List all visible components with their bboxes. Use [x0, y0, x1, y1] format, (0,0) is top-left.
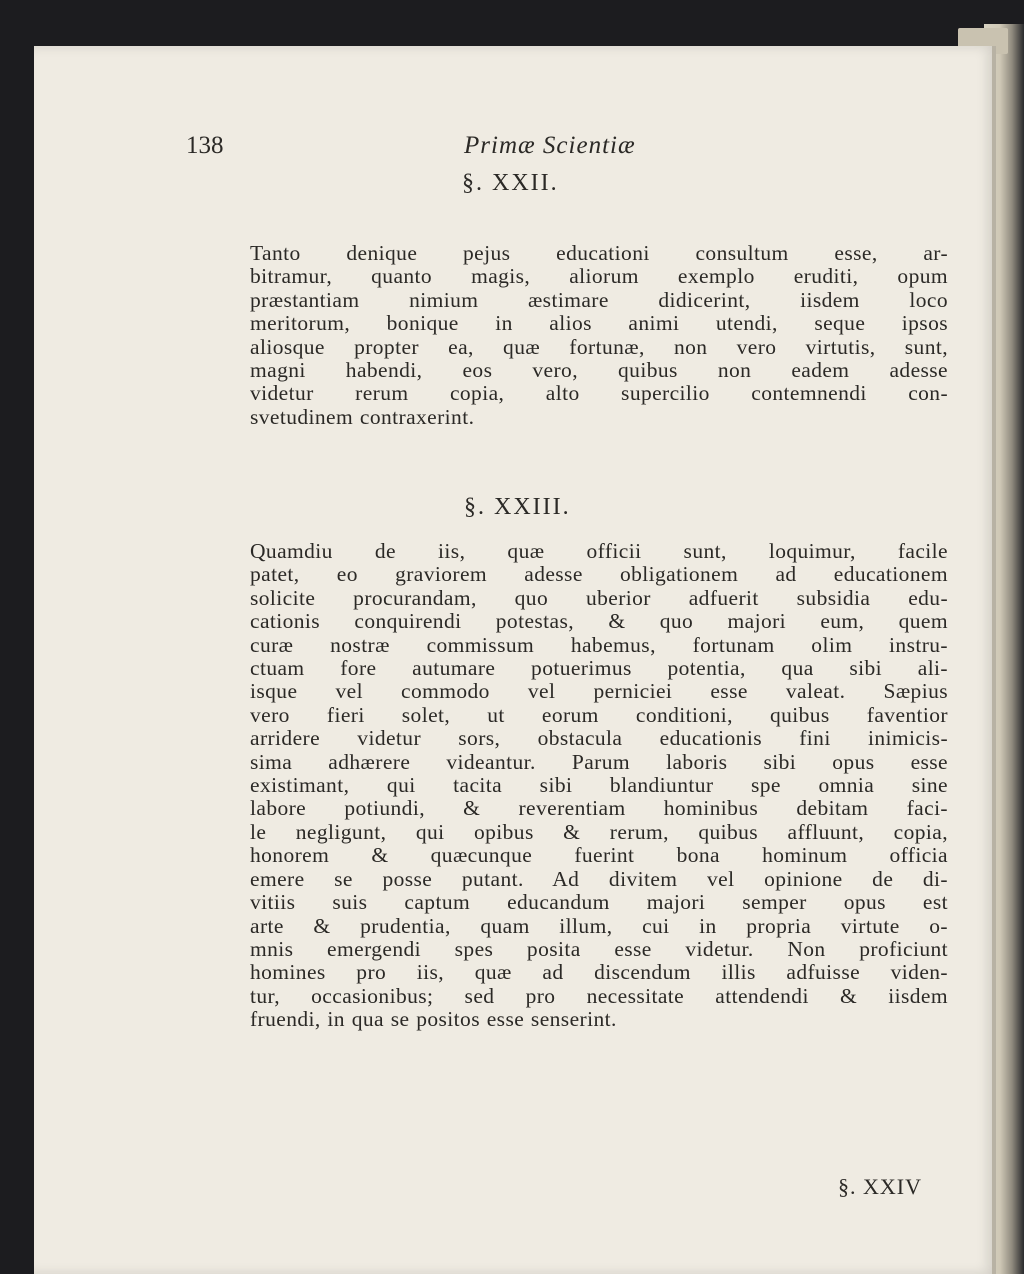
text-line: Tanto denique pejus educationi consultum esse, ar- [250, 241, 948, 265]
text-line: emere se posse putant. Ad divitem vel opinione de di- [250, 866, 948, 891]
text-line: vitiis suis captum educandum majori semper opus est [250, 890, 948, 915]
page-gutter [992, 46, 996, 1274]
section-heading-xxiii: §. XXIII. [464, 494, 571, 520]
text-line: homines pro iis, quæ ad discendum illis adfuisse viden- [250, 960, 948, 985]
text-line: solicite procurandam, quo uberior adfuerit subsidia edu- [250, 585, 948, 610]
text-line: tur, occasionibus; sed pro necessitate attendendi & iisdem [250, 983, 948, 1008]
paragraph-xxiii [250, 540, 948, 1032]
text-line: aliosque propter ea, quæ fortunæ, non vero virtutis, sunt, [250, 334, 948, 359]
text-line: præstantiam nimium æstimare didicerint, iisdem loco [250, 287, 948, 312]
text-line: mnis emergendi spes posita esse videtur. Non proficiunt [250, 936, 948, 961]
text-line: labore potiundi, & reverentiam hominibus debitam faci- [250, 796, 948, 821]
text-line: arridere videtur sors, obstacula educationis fini inimicis- [250, 726, 948, 751]
section-heading-xxii: §. XXII. [462, 170, 559, 196]
text-line: meritorum, bonique in alios animi utendi, seque ipsos [250, 311, 948, 336]
text-line: svetudinem contraxerint. [250, 404, 475, 429]
text-line: patet, eo graviorem adesse obligationem ad educationem [250, 562, 948, 587]
text-line: Quamdiu de iis, quæ officii sunt, loquimur, facile [250, 539, 948, 563]
text-line: cationis conquirendi potestas, & quo majori eum, quem [250, 609, 948, 634]
text-line: isque vel commodo vel perniciei esse valeat. Sæpius [250, 679, 948, 704]
text-line: curæ nostræ commissum habemus, fortunam olim instru- [250, 632, 948, 657]
book-page [34, 46, 996, 1274]
text-line: ctuam fore autumare potuerimus potentia, qua sibi ali- [250, 656, 948, 681]
paragraph-xxii [250, 242, 948, 429]
text-line: le negligunt, qui opibus & rerum, quibus affluunt, copia, [250, 819, 948, 844]
page-number: 138 [186, 132, 224, 159]
text-line: arte & prudentia, quam illum, cui in propria virtute o- [250, 913, 948, 938]
text-line: fruendi, in qua se positos esse senserint. [250, 1007, 617, 1032]
text-line: vero fieri solet, ut eorum conditioni, quibus faventior [250, 702, 948, 727]
catchword: §. XXIV [838, 1174, 922, 1199]
text-line: videtur rerum copia, alto supercilio contemnendi con- [250, 381, 948, 406]
text-line: bitramur, quanto magis, aliorum exemplo eruditi, opum [250, 264, 948, 289]
text-line: honorem & quæcunque fuerint bona hominum officia [250, 843, 948, 868]
text-line: magni habendi, eos vero, quibus non eadem adesse [250, 358, 948, 383]
running-head [34, 132, 996, 172]
running-title: Primæ Scientiæ [464, 132, 636, 159]
text-line: existimant, qui tacita sibi blandiuntur spe omnia sine [250, 773, 948, 798]
text-line: sima adhærere videantur. Parum laboris sibi opus esse [250, 749, 948, 774]
